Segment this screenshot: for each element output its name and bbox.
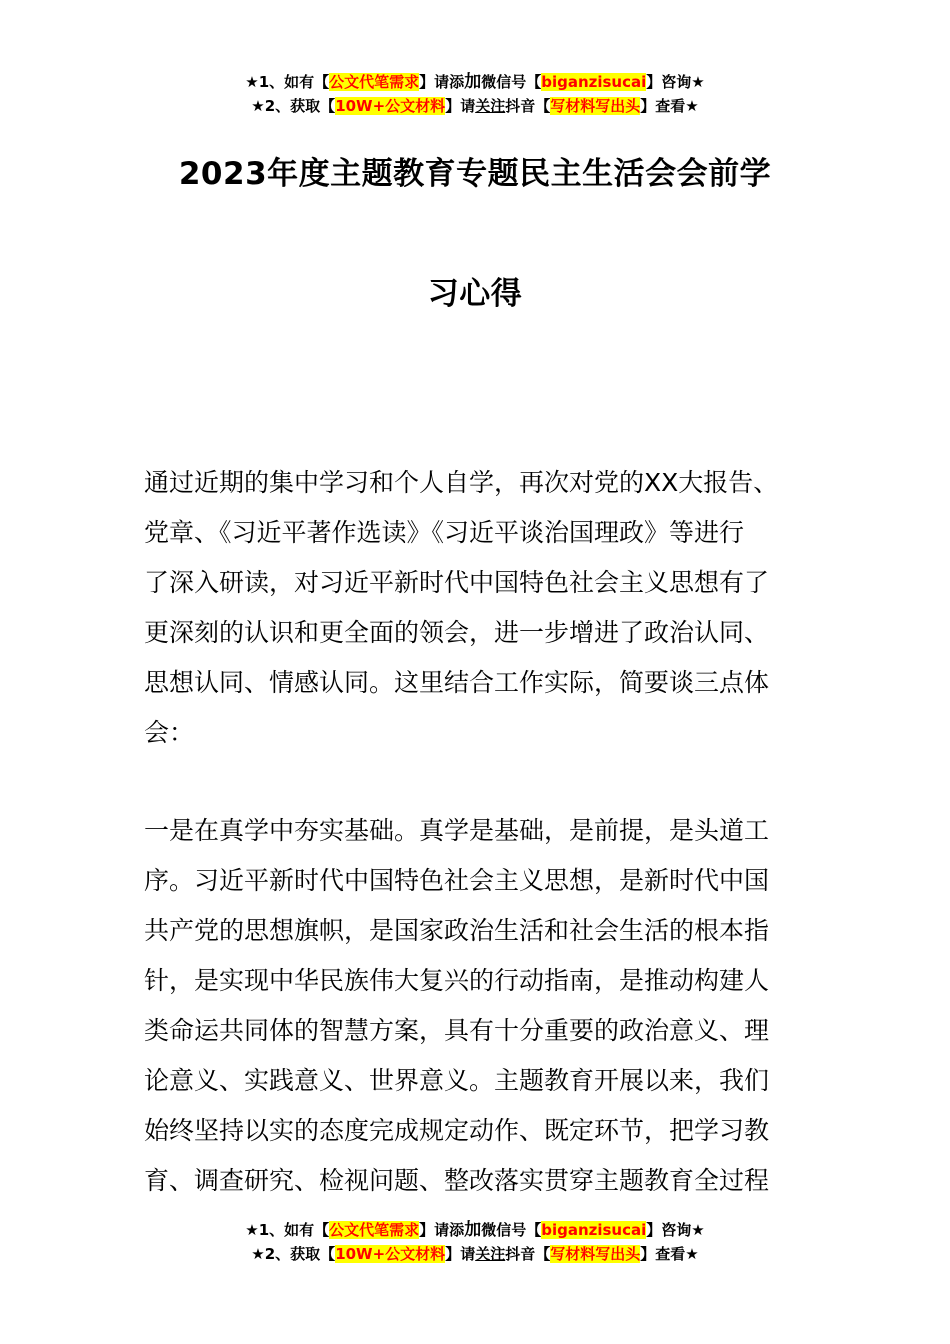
banner-line-2 (0, 1242, 950, 1266)
paragraph-line: 思想认同、情感认同。这里结合工作实际，简要谈三点体 (144, 668, 770, 697)
banner-text: 】请 (445, 1245, 476, 1263)
banner-text: 】查看★ (640, 1245, 699, 1263)
paragraph-line: 论意义、实践意义、世界意义。主题教育开展以来，我们 (144, 1066, 770, 1095)
banner-highlight: 公文代笔需求 (329, 1221, 420, 1239)
banner-text: 关注 (475, 97, 506, 115)
body-paragraph-1 (144, 458, 814, 758)
banner-douyin-id: 写材料写出头 (550, 1245, 641, 1263)
banner-highlight: 10W+公文材料 (335, 1245, 446, 1263)
body-paragraph-2 (144, 806, 814, 1206)
banner-text: 加 (464, 1220, 482, 1240)
document-title-line-2: 习心得 (427, 276, 523, 312)
banner-text: ★1、如有【 (245, 73, 330, 91)
banner-text: 】咨询★ (646, 1221, 705, 1239)
paragraph-line: 育、调查研究、检视问题、整改落实贯穿主题教育全过程 (144, 1166, 770, 1195)
banner-text: 微信号【 (481, 73, 542, 91)
banner-douyin-id: 写材料写出头 (550, 97, 641, 115)
banner-text: ★2、获取【 (251, 1245, 336, 1263)
paragraph-line: 类命运共同体的智慧方案，具有十分重要的政治意义、理 (144, 1016, 770, 1045)
paragraph-line: 序。习近平新时代中国特色社会主义思想，是新时代中国 (144, 866, 770, 895)
banner-text: ★1、如有【 (245, 1221, 330, 1239)
banner-text: 】请 (445, 97, 476, 115)
banner-highlight: 公文代笔需求 (329, 73, 420, 91)
banner-line-2 (0, 94, 950, 118)
paragraph-line: 通过近期的集中学习和个人自学，再次对党的XX大报告、 (144, 468, 779, 497)
paragraph-line: 党章、《习近平著作选读》《习近平谈治国理政》等进行 (144, 518, 745, 547)
paragraph-line: 了深入研读，对习近平新时代中国特色社会主义思想有了 (144, 568, 770, 597)
footer-banner (0, 1218, 950, 1266)
banner-text: 】请添 (419, 1221, 465, 1239)
banner-text: 】请添 (419, 73, 465, 91)
banner-line-1 (0, 70, 950, 94)
banner-text: 】咨询★ (646, 73, 705, 91)
banner-text: 微信号【 (481, 1221, 542, 1239)
header-banner (0, 70, 950, 118)
banner-wechat-id: biganzisucai (541, 73, 647, 91)
banner-text: 加 (464, 72, 482, 92)
paragraph-line: 更深刻的认识和更全面的领会，进一步增进了政治认同、 (144, 618, 770, 647)
banner-line-1 (0, 1218, 950, 1242)
paragraph-line: 一是在真学中夯实基础。真学是基础，是前提，是头道工 (144, 816, 770, 845)
banner-wechat-id: biganzisucai (541, 1221, 647, 1239)
document-title-line-1: 2023年度主题教育专题民主生活会会前学 (178, 156, 772, 192)
banner-text: 抖音【 (505, 97, 551, 115)
banner-text: 】查看★ (640, 97, 699, 115)
paragraph-line: 共产党的思想旗帜，是国家政治生活和社会生活的根本指 (144, 916, 770, 945)
banner-highlight: 10W+公文材料 (335, 97, 446, 115)
banner-text: 抖音【 (505, 1245, 551, 1263)
paragraph-line: 会： (144, 718, 195, 747)
banner-text: 关注 (475, 1245, 506, 1263)
paragraph-line: 始终坚持以实的态度完成规定动作、既定环节，把学习教 (144, 1116, 770, 1145)
banner-text: ★2、获取【 (251, 97, 336, 115)
paragraph-line: 针，是实现中华民族伟大复兴的行动指南，是推动构建人 (144, 966, 770, 995)
